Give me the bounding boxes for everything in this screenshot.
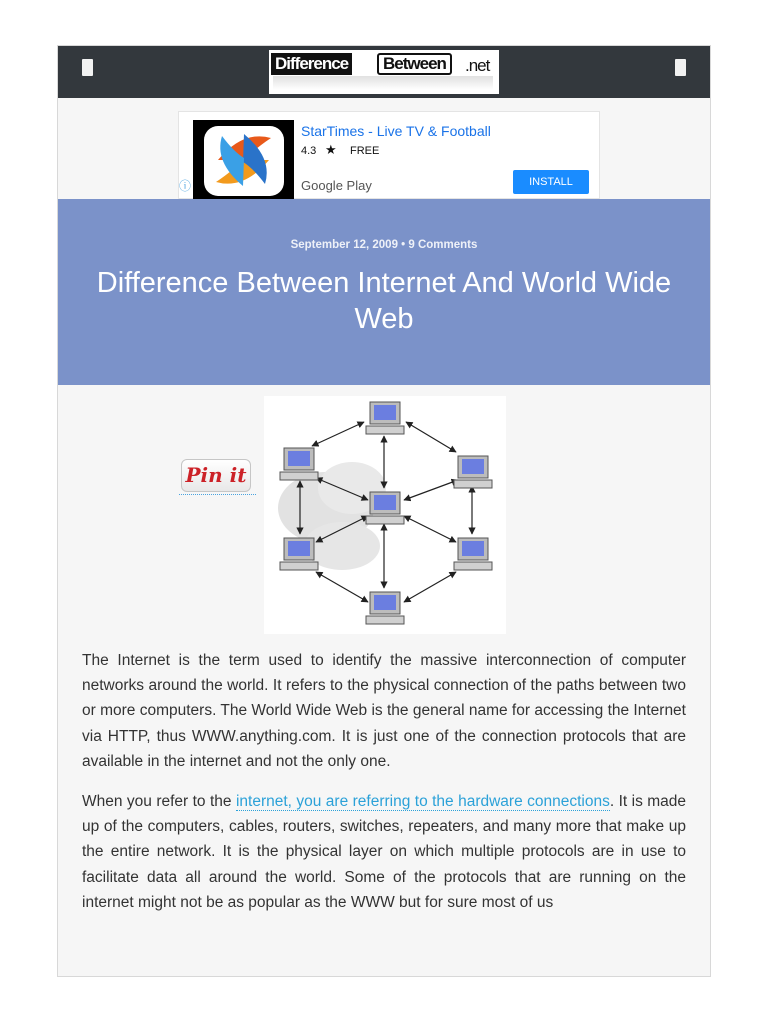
info-icon[interactable]: ⓘ <box>179 179 192 193</box>
ad-banner[interactable] <box>178 111 600 199</box>
hardware-connections-link[interactable]: internet, you are referring to the hardware connections <box>235 793 610 811</box>
install-button[interactable]: INSTALL <box>513 170 589 194</box>
logo-reflection <box>273 76 493 90</box>
network-diagram-image <box>264 396 506 634</box>
logo-word-difference: Difference <box>271 53 352 75</box>
paragraph-2-end: . It is made up of the computers, cables, routers, switches, repeaters, and many more that make up the entire network. It is the physical layer on which multiple protocols are in use to facilitate data all around the world. Some of the protocols that are running on the internet might not be as popular as the WWW but for sure most of us <box>82 793 687 911</box>
pin-underline <box>179 494 256 495</box>
menu-icon[interactable] <box>82 59 93 76</box>
ad-rating: 4.3 <box>301 145 317 157</box>
paragraph-2-start: When you refer to the <box>82 793 236 811</box>
page-title: Difference Between Internet And World Wide Web <box>96 267 672 335</box>
site-logo[interactable] <box>269 50 499 94</box>
paragraph-2 <box>82 789 686 915</box>
ad-app-name[interactable]: StarTimes - Live TV & Football <box>301 123 491 139</box>
top-bar <box>58 46 710 98</box>
google-play-label: Google Play <box>301 178 372 193</box>
article-header <box>58 199 710 385</box>
article-meta: September 12, 2009 • 9 Comments <box>290 239 478 251</box>
search-icon[interactable] <box>675 59 686 76</box>
paragraph-1: The Internet is the term used to identify the massive interconnection of computer networks around the world. It refers to the physical connection of the paths between two or more computers. The World Wide Web is the general name for accessing the Internet via HTTP, thus WWW.anything.com. It is just one of the connection protocols that are available in the internet and not the only one. <box>82 652 686 770</box>
app-icon[interactable] <box>193 120 294 200</box>
pin-it-button[interactable]: Pin it <box>181 459 251 492</box>
logo-word-net: .net <box>465 56 490 75</box>
page-frame <box>57 45 711 977</box>
logo-word-between: Between <box>377 53 452 75</box>
star-icon: ★ <box>325 143 337 158</box>
article-body <box>82 648 686 930</box>
ad-price: FREE <box>350 145 380 157</box>
